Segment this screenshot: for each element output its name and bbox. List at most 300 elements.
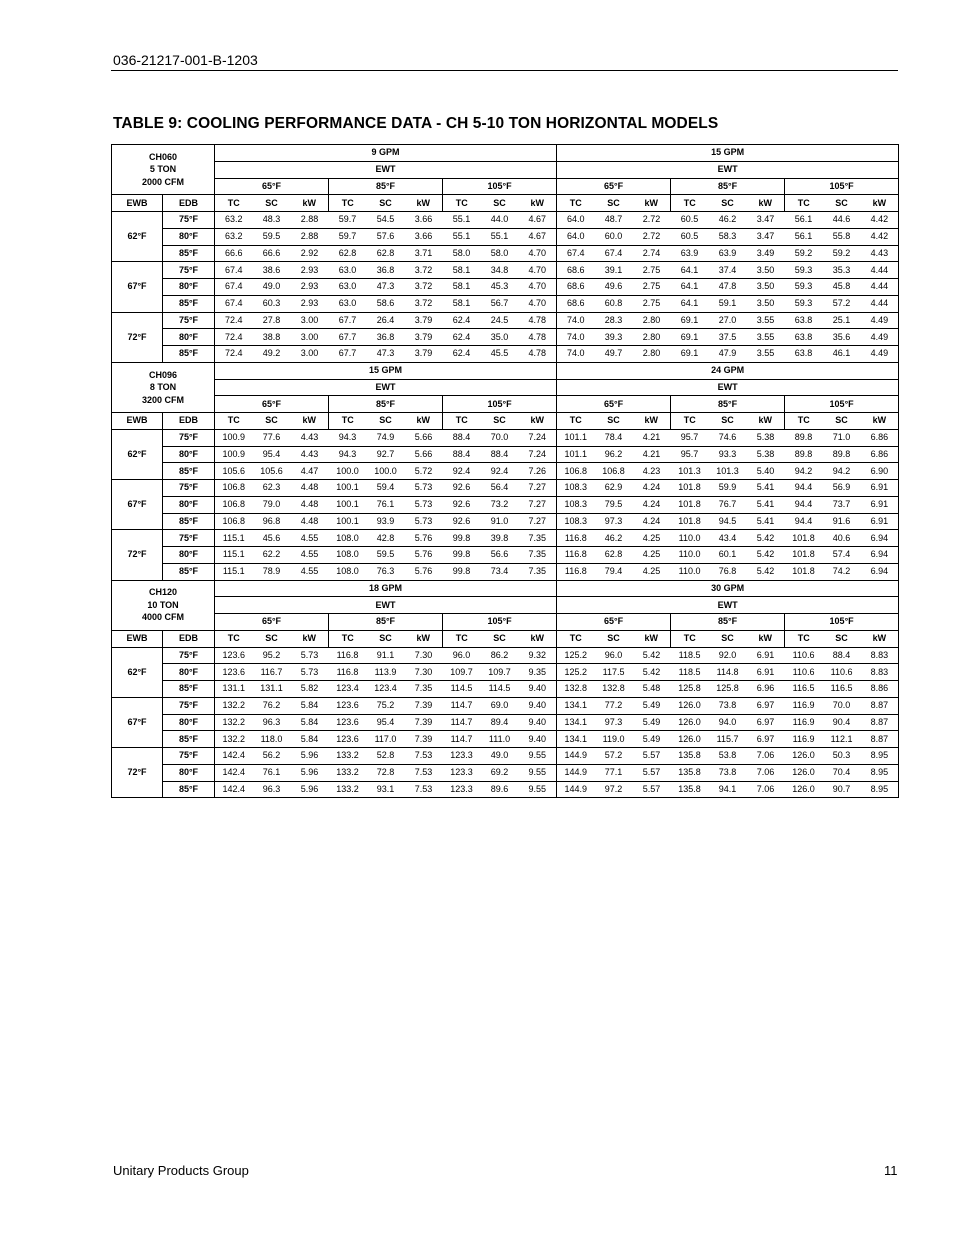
data-cell: 142.4 [215, 748, 253, 765]
data-cell: 116.8 [557, 563, 595, 580]
data-cell: 55.1 [443, 228, 481, 245]
data-cell: 90.7 [823, 781, 861, 798]
data-cell: 67.4 [595, 245, 633, 262]
data-cell: 58.1 [443, 295, 481, 312]
data-cell: 6.97 [747, 714, 785, 731]
data-cell: 106.8 [595, 463, 633, 480]
data-cell: 35.6 [823, 329, 861, 346]
data-cell: 114.5 [481, 681, 519, 698]
ewb-cell: 72°F [112, 312, 163, 362]
data-cell: 9.55 [519, 748, 557, 765]
data-cell: 69.1 [671, 346, 709, 363]
data-cell: 67.7 [329, 312, 367, 329]
data-cell: 94.5 [709, 513, 747, 530]
data-cell: 116.9 [785, 697, 823, 714]
data-cell: 134.1 [557, 714, 595, 731]
data-cell: 39.3 [595, 329, 633, 346]
edb-cell: 75°F [163, 262, 215, 279]
ewt-temp: 65°F [557, 396, 671, 413]
data-cell: 92.6 [443, 480, 481, 497]
data-cell: 4.23 [633, 463, 671, 480]
data-cell: 144.9 [557, 764, 595, 781]
data-cell: 76.8 [709, 563, 747, 580]
data-cell: 8.87 [861, 731, 899, 748]
model-line: 5 TON [149, 164, 177, 175]
data-cell: 97.3 [595, 513, 633, 530]
data-cell: 56.1 [785, 228, 823, 245]
gpm-header: 30 GPM [557, 580, 899, 597]
data-cell: 74.2 [823, 563, 861, 580]
data-cell: 62.8 [329, 245, 367, 262]
data-cell: 4.49 [861, 312, 899, 329]
data-cell: 4.44 [861, 295, 899, 312]
data-cell: 125.8 [709, 681, 747, 698]
data-cell: 60.8 [595, 295, 633, 312]
data-cell: 5.73 [291, 664, 329, 681]
data-cell: 101.8 [671, 480, 709, 497]
col-header: TC [215, 413, 253, 430]
data-cell: 37.4 [709, 262, 747, 279]
data-cell: 116.8 [557, 547, 595, 564]
data-cell: 45.3 [481, 279, 519, 296]
data-cell: 55.1 [452, 214, 471, 225]
data-cell: 88.4 [481, 446, 519, 463]
ewt-row [112, 161, 899, 178]
data-cell: 123.6 [329, 731, 367, 748]
data-cell: 3.47 [756, 214, 775, 225]
data-cell: 101.8 [785, 530, 823, 547]
table-row [112, 279, 899, 296]
data-cell: 123.4 [367, 681, 405, 698]
data-cell: 101.8 [671, 496, 709, 513]
data-cell: 4.42 [861, 228, 899, 245]
data-cell: 132.8 [595, 681, 633, 698]
data-cell: 94.0 [709, 714, 747, 731]
data-cell: 56.7 [481, 295, 519, 312]
data-cell: 48.3 [262, 214, 281, 225]
col-header: kW [519, 195, 557, 212]
data-cell: 109.7 [443, 664, 481, 681]
data-cell: 64.0 [557, 212, 595, 229]
data-cell: 42.8 [367, 530, 405, 547]
data-cell: 92.4 [443, 463, 481, 480]
data-cell: 4.70 [519, 279, 557, 296]
data-cell: 142.4 [215, 781, 253, 798]
data-cell: 7.35 [519, 530, 557, 547]
data-cell: 5.41 [747, 513, 785, 530]
data-cell: 58.3 [709, 228, 747, 245]
table-row [112, 480, 899, 497]
data-cell: 144.9 [557, 781, 595, 798]
model-line: 2000 CFM [141, 176, 185, 187]
data-cell: 73.8 [709, 697, 747, 714]
data-cell: 89.8 [794, 432, 813, 443]
table-row [112, 748, 899, 765]
col-header: kW [861, 195, 899, 212]
ewt-label: EWT [557, 161, 899, 178]
data-cell: 3.79 [405, 346, 443, 363]
col-header: SC [481, 195, 519, 212]
data-cell: 5.41 [747, 480, 785, 497]
footer-page-number: 11 [884, 1163, 898, 1178]
edb-cell: 75°F [163, 697, 215, 714]
ewt-temp: 65°F [557, 614, 671, 631]
data-cell: 6.94 [861, 547, 899, 564]
model-cell [112, 580, 215, 630]
col-header: TC [215, 195, 253, 212]
data-cell: 96.3 [253, 781, 291, 798]
data-cell: 118.5 [671, 664, 709, 681]
data-cell: 6.94 [861, 530, 899, 547]
ewb-cell: 72°F [112, 530, 163, 580]
data-cell: 26.4 [367, 312, 405, 329]
data-cell: 72.4 [215, 329, 253, 346]
data-cell: 114.7 [443, 714, 481, 731]
data-cell: 5.57 [633, 781, 671, 798]
data-cell: 9.40 [519, 731, 557, 748]
data-cell: 123.6 [329, 697, 367, 714]
data-cell: 94.2 [823, 463, 861, 480]
data-cell: 116.9 [785, 714, 823, 731]
data-cell: 59.4 [367, 480, 405, 497]
data-cell: 9.32 [528, 649, 547, 660]
data-cell: 46.2 [595, 530, 633, 547]
data-cell: 5.41 [747, 496, 785, 513]
data-cell: 66.6 [215, 245, 253, 262]
data-cell: 7.53 [405, 781, 443, 798]
data-cell: 54.5 [376, 214, 395, 225]
data-cell: 59.3 [785, 295, 823, 312]
data-cell: 62.9 [595, 480, 633, 497]
document-number: 036-21217-001-B-1203 [113, 52, 258, 68]
data-cell: 2.72 [633, 228, 671, 245]
data-cell: 47.3 [367, 279, 405, 296]
data-cell: 7.24 [519, 446, 557, 463]
data-cell: 110.0 [671, 563, 709, 580]
data-cell: 4.70 [519, 262, 557, 279]
data-cell: 5.48 [633, 681, 671, 698]
data-cell: 37.5 [709, 329, 747, 346]
data-cell: 94.2 [785, 463, 823, 480]
data-cell: 78.9 [253, 563, 291, 580]
gpm-header-row [112, 580, 899, 597]
data-cell: 94.1 [709, 781, 747, 798]
data-cell: 25.1 [823, 312, 861, 329]
data-cell: 60.0 [595, 228, 633, 245]
data-cell: 93.3 [709, 446, 747, 463]
data-cell: 97.3 [595, 714, 633, 731]
data-cell: 4.25 [633, 547, 671, 564]
data-cell: 100.1 [329, 480, 367, 497]
data-cell: 63.0 [329, 279, 367, 296]
data-cell: 3.72 [405, 295, 443, 312]
data-cell: 126.0 [785, 764, 823, 781]
data-cell: 123.6 [329, 714, 367, 731]
data-cell: 100.1 [329, 496, 367, 513]
ewt-temp: 105°F [443, 178, 557, 195]
data-cell: 117.5 [595, 664, 633, 681]
data-cell: 5.84 [291, 697, 329, 714]
edb-header: EDB [163, 413, 215, 430]
data-cell: 47.8 [709, 279, 747, 296]
data-cell: 70.4 [823, 764, 861, 781]
ewb-cell: 67°F [112, 480, 163, 530]
data-cell: 56.1 [794, 214, 813, 225]
data-cell: 5.49 [633, 714, 671, 731]
edb-cell: 85°F [163, 245, 215, 262]
data-cell: 123.3 [443, 781, 481, 798]
data-cell: 2.92 [291, 245, 329, 262]
edb-cell: 85°F [163, 781, 215, 798]
data-cell: 4.55 [291, 530, 329, 547]
data-cell: 63.8 [785, 329, 823, 346]
col-header: TC [215, 630, 253, 647]
data-cell: 7.30 [405, 664, 443, 681]
edb-cell: 80°F [163, 496, 215, 513]
ewb-cell: 62°F [127, 666, 147, 677]
data-cell: 3.50 [747, 262, 785, 279]
model-line: CH120 [148, 587, 177, 598]
data-cell: 56.2 [253, 748, 291, 765]
data-cell: 47.9 [709, 346, 747, 363]
data-cell: 74.0 [557, 329, 595, 346]
ewt-temp: 85°F [329, 178, 443, 195]
model-cell [112, 362, 215, 412]
data-cell: 89.8 [785, 446, 823, 463]
data-cell: 116.8 [336, 649, 359, 660]
data-cell: 77.2 [595, 697, 633, 714]
data-cell: 86.2 [490, 649, 509, 660]
data-cell: 7.06 [747, 764, 785, 781]
data-cell: 7.53 [405, 764, 443, 781]
ewt-row [112, 597, 899, 614]
data-cell: 6.91 [861, 513, 899, 530]
ewb-header: EWB [112, 413, 163, 430]
data-cell: 2.72 [642, 214, 661, 225]
data-cell: 69.1 [671, 329, 709, 346]
ewt-row [112, 379, 899, 396]
data-cell: 8.87 [861, 714, 899, 731]
col-header: SC [709, 413, 747, 430]
data-cell: 95.7 [680, 432, 699, 443]
data-cell: 2.75 [633, 295, 671, 312]
data-cell: 6.86 [870, 432, 889, 443]
data-cell: 114.5 [443, 681, 481, 698]
data-cell: 132.2 [215, 731, 253, 748]
table-row [112, 429, 899, 446]
data-cell: 76.2 [253, 697, 291, 714]
data-cell: 91.1 [376, 649, 395, 660]
data-cell: 79.5 [595, 496, 633, 513]
data-cell: 3.00 [291, 346, 329, 363]
data-cell: 100.0 [367, 463, 405, 480]
data-cell: 99.8 [443, 530, 481, 547]
edb-cell: 80°F [163, 446, 215, 463]
data-cell: 72.4 [215, 346, 253, 363]
col-header: TC [329, 413, 367, 430]
table-row [112, 446, 899, 463]
data-cell: 126.0 [671, 697, 709, 714]
col-header: kW [405, 413, 443, 430]
data-cell: 67.7 [329, 346, 367, 363]
data-cell: 5.76 [405, 563, 443, 580]
col-header: SC [709, 630, 747, 647]
data-cell: 7.24 [528, 432, 547, 443]
col-header: kW [633, 630, 671, 647]
data-cell: 91.6 [823, 513, 861, 530]
table-row [112, 714, 899, 731]
data-cell: 58.6 [367, 295, 405, 312]
col-header: kW [291, 413, 329, 430]
data-cell: 134.1 [557, 697, 595, 714]
data-cell: 52.8 [367, 748, 405, 765]
data-cell: 126.0 [671, 714, 709, 731]
ewt-label: EWT [215, 379, 557, 396]
data-cell: 133.2 [329, 764, 367, 781]
data-cell: 4.43 [291, 446, 329, 463]
data-cell: 131.1 [215, 681, 253, 698]
data-cell: 5.82 [291, 681, 329, 698]
data-cell: 55.1 [481, 228, 519, 245]
data-cell: 47.3 [367, 346, 405, 363]
data-cell: 100.1 [329, 513, 367, 530]
data-cell: 57.4 [823, 547, 861, 564]
data-cell: 6.91 [747, 664, 785, 681]
data-cell: 116.8 [329, 664, 367, 681]
data-cell: 110.6 [823, 664, 861, 681]
data-cell: 6.97 [747, 731, 785, 748]
data-cell: 63.0 [329, 295, 367, 312]
table-row [112, 647, 899, 664]
data-cell: 118.0 [253, 731, 291, 748]
model-line: 4000 CFM [141, 612, 185, 623]
col-header: kW [633, 413, 671, 430]
data-cell: 72.8 [367, 764, 405, 781]
data-cell: 45.6 [253, 530, 291, 547]
data-cell: 110.6 [792, 649, 815, 660]
table-row [112, 496, 899, 513]
data-cell: 101.8 [785, 563, 823, 580]
col-header: TC [785, 195, 823, 212]
data-cell: 46.1 [823, 346, 861, 363]
data-cell: 2.75 [633, 262, 671, 279]
data-cell: 40.6 [823, 530, 861, 547]
data-cell: 115.1 [215, 563, 253, 580]
data-cell: 46.2 [718, 214, 737, 225]
table-row [112, 764, 899, 781]
data-cell: 4.70 [519, 295, 557, 312]
ewt-temp: 105°F [443, 396, 557, 413]
ewt-temp: 105°F [785, 614, 899, 631]
data-cell: 5.84 [291, 714, 329, 731]
data-cell: 3.50 [747, 295, 785, 312]
gpm-header: 15 GPM [557, 145, 899, 162]
data-cell: 101.8 [785, 547, 823, 564]
data-cell: 4.43 [300, 432, 319, 443]
data-cell: 49.7 [595, 346, 633, 363]
data-cell: 8.83 [870, 649, 889, 660]
data-cell: 69.0 [481, 697, 519, 714]
col-header: SC [595, 630, 633, 647]
col-header: SC [367, 630, 405, 647]
data-cell: 62.2 [253, 547, 291, 564]
data-cell: 108.0 [329, 530, 367, 547]
column-header-row [112, 630, 899, 647]
edb-cell: 80°F [163, 279, 215, 296]
data-cell: 3.66 [405, 228, 443, 245]
data-cell: 91.0 [481, 513, 519, 530]
ewt-temp: 85°F [671, 178, 785, 195]
col-header: TC [671, 630, 709, 647]
data-cell: 4.49 [861, 346, 899, 363]
data-cell: 94.3 [338, 432, 357, 443]
data-cell: 59.2 [785, 245, 823, 262]
data-cell: 4.78 [519, 312, 557, 329]
data-cell: 4.67 [519, 228, 557, 245]
data-cell: 35.0 [481, 329, 519, 346]
data-cell: 77.1 [595, 764, 633, 781]
data-cell: 7.53 [405, 748, 443, 765]
data-cell: 106.8 [215, 513, 253, 530]
edb-cell: 85°F [163, 295, 215, 312]
table-row [112, 212, 899, 229]
data-cell: 57.2 [595, 748, 633, 765]
data-cell: 79.4 [595, 563, 633, 580]
data-cell: 9.55 [519, 781, 557, 798]
ewt-temp: 85°F [329, 614, 443, 631]
data-cell: 132.2 [215, 697, 253, 714]
data-cell: 6.86 [861, 446, 899, 463]
data-cell: 64.1 [671, 279, 709, 296]
data-cell: 4.48 [291, 496, 329, 513]
data-cell: 100.9 [215, 446, 253, 463]
data-cell: 63.2 [215, 212, 253, 229]
data-cell: 92.6 [443, 496, 481, 513]
edb-cell: 75°F [163, 647, 215, 664]
data-cell: 45.8 [823, 279, 861, 296]
col-header: TC [329, 195, 367, 212]
data-cell: 105.6 [215, 463, 253, 480]
data-cell: 5.96 [291, 781, 329, 798]
data-cell: 44.6 [832, 214, 851, 225]
data-cell: 3.72 [405, 262, 443, 279]
table-row [112, 346, 899, 363]
table-title: TABLE 9: COOLING PERFORMANCE DATA - CH 5-10 TON HORIZONTAL MODELS [113, 115, 719, 132]
data-cell: 4.55 [291, 563, 329, 580]
col-header: kW [405, 195, 443, 212]
data-cell: 6.91 [861, 480, 899, 497]
data-cell: 67.7 [329, 329, 367, 346]
data-cell: 68.6 [557, 279, 595, 296]
data-cell: 67.4 [215, 279, 253, 296]
data-cell: 114.8 [709, 664, 747, 681]
data-cell: 89.4 [481, 714, 519, 731]
data-cell: 114.7 [443, 697, 481, 714]
data-cell: 76.7 [709, 496, 747, 513]
col-header: SC [481, 630, 519, 647]
data-cell: 58.0 [443, 245, 481, 262]
edb-cell: 85°F [163, 731, 215, 748]
ewt-label: EWT [215, 161, 557, 178]
table-row [112, 781, 899, 798]
data-cell: 4.44 [861, 279, 899, 296]
data-cell: 99.8 [443, 563, 481, 580]
data-cell: 34.8 [481, 262, 519, 279]
data-cell: 4.67 [528, 214, 547, 225]
data-cell: 123.3 [443, 748, 481, 765]
table-row [112, 228, 899, 245]
data-cell: 94.4 [785, 480, 823, 497]
